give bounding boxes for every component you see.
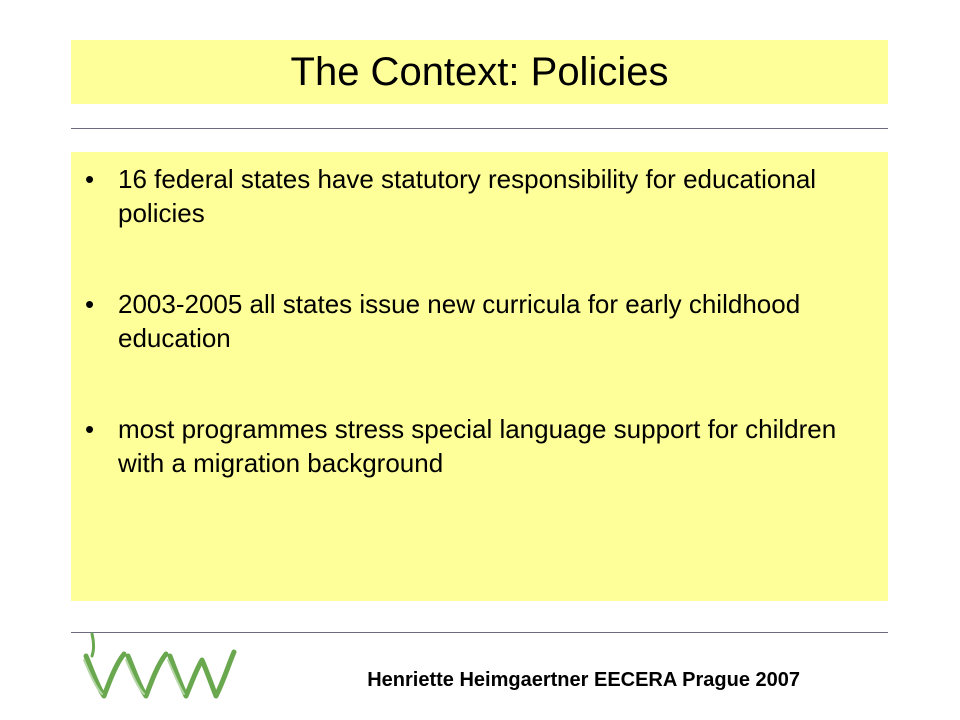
bullet-list <box>85 162 875 537</box>
bullet-text: 2003-2005 all states issue new curricula for early childhood education <box>118 289 801 353</box>
bullet-text: most programmes stress special language support for children with a migration background <box>118 414 837 478</box>
bullet-dot-icon: • <box>85 289 95 319</box>
title-bar <box>71 40 888 104</box>
bullet-item <box>85 287 875 355</box>
bullet-dot-icon: • <box>85 414 95 444</box>
slide-title: The Context: Policies <box>290 49 669 94</box>
bullet-item <box>85 162 875 230</box>
bullet-dot-icon: • <box>85 164 95 194</box>
content-panel <box>71 152 888 601</box>
bullet-text: 16 federal states have statutory responsibility for educational policies <box>118 164 817 228</box>
footer-credit: Henriette Heimgaertner EECERA Prague 2007 <box>367 669 800 691</box>
grass-vvw-logo-icon <box>78 630 238 702</box>
top-divider <box>71 128 888 129</box>
bullet-item <box>85 412 875 480</box>
